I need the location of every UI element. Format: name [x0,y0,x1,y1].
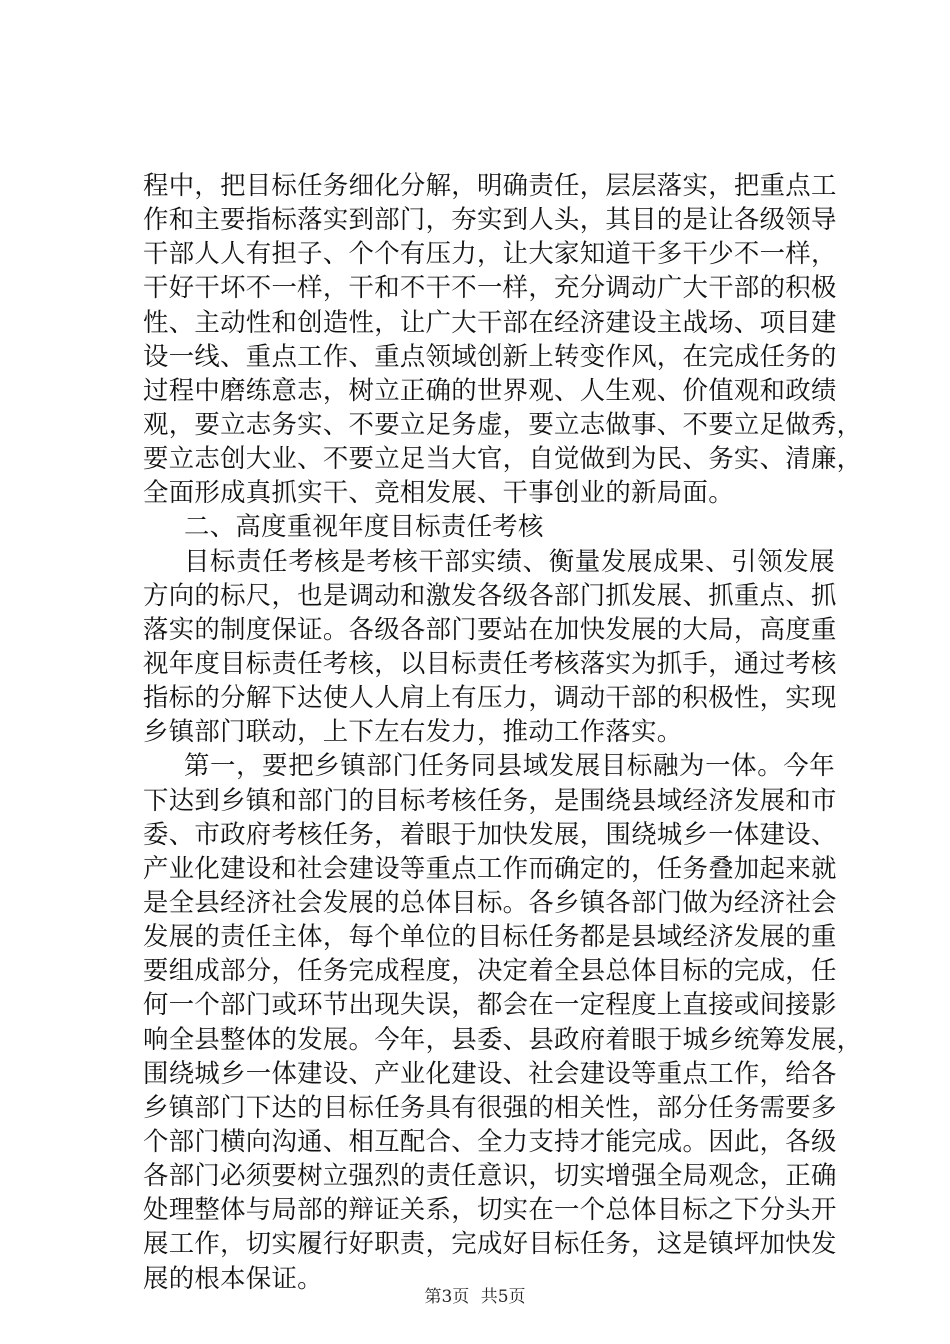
document-body [143,168,863,1295]
text-line: 个部门横向沟通、相互配合、全力支持才能完成。因此，各级 [143,1125,837,1156]
text-line: 性、主动性和创造性，让广大干部在经济建设主战场、项目建 [143,306,837,337]
text-line: 下达到乡镇和部门的目标考核任务，是围绕县域经济发展和市 [143,784,837,815]
text-line: 产业化建设和社会建设等重点工作而确定的，任务叠加起来就 [143,852,837,883]
text-line: 乡镇部门下达的目标任务具有很强的相关性，部分任务需要多 [143,1091,837,1122]
section-heading: 二、高度重视年度目标责任考核 [184,511,544,542]
page-total: 共5页 [480,1287,526,1307]
text-line: 指标的分解下达使人人肩上有压力，调动干部的积极性，实现 [143,682,837,713]
text-line: 何一个部门或环节出现失误，都会在一定程度上直接或间接影 [143,989,837,1020]
text-line: 乡镇部门联动，上下左右发力，推动工作落实。 [143,716,683,747]
text-line: 干部人人有担子、个个有压力，让大家知道干多干少不一样， [143,238,837,269]
text-line: 全面形成真抓实干、竞相发展、干事创业的新局面。 [143,477,734,508]
text-line: 第一，要把乡镇部门任务同县域发展目标融为一体。今年 [184,750,835,781]
text-line: 展工作，切实履行好职责，完成好目标任务，这是镇坪加快发 [143,1228,837,1259]
text-line: 是全县经济社会发展的总体目标。各乡镇各部门做为经济社会 [143,886,837,917]
text-line: 观，要立志务实、不要立足务虚，要立志做事、不要立足做秀， [143,408,863,439]
text-line: 作和主要指标落实到部门，夯实到人头，其目的是让各级领导 [143,204,837,235]
page-number: 第3页 [424,1287,470,1307]
text-line: 方向的标尺，也是调动和激发各级各部门抓发展、抓重点、抓 [143,579,837,610]
text-line: 程中，把目标任务细化分解，明确责任，层层落实，把重点工 [143,170,837,200]
text-line: 展的根本保证。 [143,1262,323,1293]
text-line: 各部门必须要树立强烈的责任意识，切实增强全局观念，正确 [143,1160,837,1191]
text-line: 设一线、重点工作、重点领域创新上转变作风，在完成任务的 [143,340,837,371]
text-line: 围绕城乡一体建设、产业化建设、社会建设等重点工作，给各 [143,1057,837,1088]
text-line: 要立志创大业、不要立足当大官，自觉做到为民、务实、清廉， [143,443,863,474]
text-line: 视年度目标责任考核，以目标责任考核落实为抓手，通过考核 [143,647,837,678]
text-line: 过程中磨练意志，树立正确的世界观、人生观、价值观和政绩 [143,374,837,405]
text-line: 发展的责任主体，每个单位的目标任务都是县域经济发展的重 [143,921,837,952]
text-line: 目标责任考核是考核干部实绩、衡量发展成果、引领发展 [184,545,835,576]
text-line: 要组成部分，任务完成程度，决定着全县总体目标的完成，任 [143,955,837,986]
text-line: 落实的制度保证。各级各部门要站在加快发展的大局，高度重 [143,613,837,644]
text-line: 干好干坏不一样，干和不干不一样，充分调动广大干部的积极 [143,272,837,303]
text-line: 处理整体与局部的辩证关系，切实在一个总体目标之下分头开 [143,1194,837,1225]
text-line: 委、市政府考核任务，着眼于加快发展，围绕城乡一体建设、 [143,818,837,849]
text-line: 响全县整体的发展。今年，县委、县政府着眼于城乡统筹发展， [143,1023,863,1054]
page-footer [0,1282,950,1307]
